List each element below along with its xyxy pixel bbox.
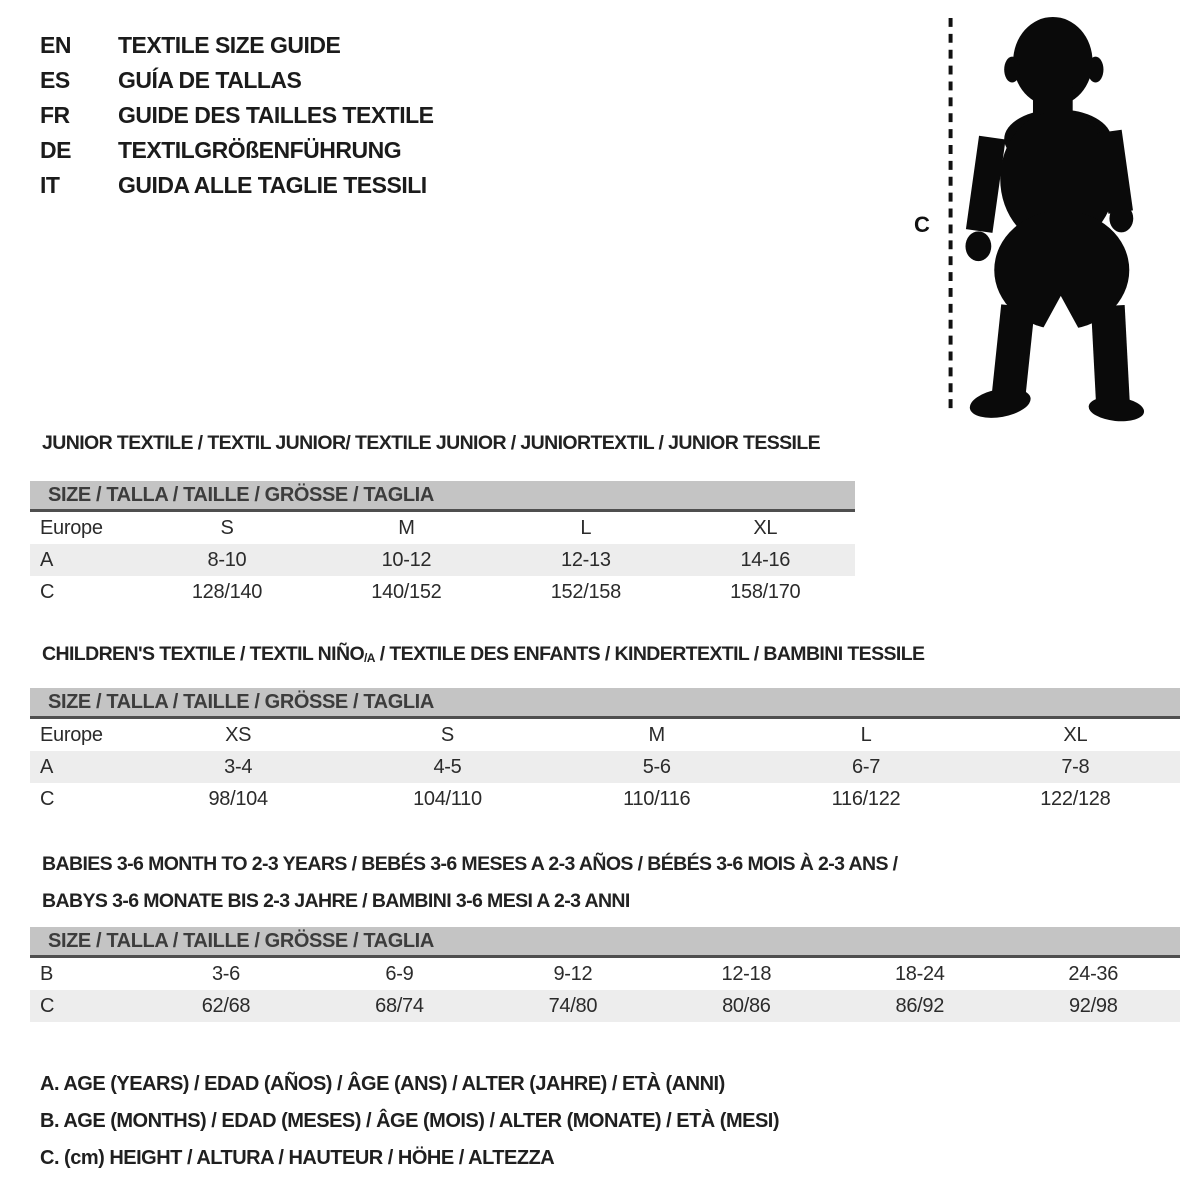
language-title-block (40, 28, 434, 203)
babies-height-row (30, 990, 1180, 1022)
months-cell: 18-24 (894, 963, 945, 985)
age-cell: 3-4 (224, 756, 253, 778)
legend-age-months: B. AGE (MONTHS) / EDAD (MESES) / ÂGE (MOIS) / ALTER (MONATE) / ETÀ (MESI) (40, 1110, 780, 1132)
junior-height-row (30, 576, 855, 608)
row-label: C (40, 995, 55, 1017)
guide-title-fr: GUIDE DES TAILLES TEXTILE (118, 102, 434, 128)
months-cell: 3-6 (211, 963, 240, 985)
lang-row-it (40, 168, 434, 203)
children-title-before: CHILDREN'S TEXTILE / TEXTIL NIÑO (42, 643, 365, 665)
height-cell: 122/128 (1040, 788, 1111, 810)
junior-age-row (30, 544, 855, 576)
height-cell: 86/92 (895, 995, 945, 1017)
height-cell: 74/80 (548, 995, 598, 1017)
row-label: A (40, 756, 54, 778)
height-cell: 104/110 (413, 788, 482, 810)
children-title-after: / TEXTILE DES ENFANTS / KINDERTEXTIL / BAMBINI TESSILE (374, 643, 925, 665)
height-cell: 128/140 (191, 581, 263, 603)
section-babies-textile (30, 846, 1180, 1022)
months-cell: 9-12 (553, 963, 593, 985)
children-size-row (30, 719, 1180, 751)
legend-age-years: A. AGE (YEARS) / EDAD (AÑOS) / ÂGE (ANS) / ALTER (JAHRE) / ETÀ (ANNI) (40, 1073, 725, 1095)
months-cell: 6-9 (385, 963, 414, 985)
height-cell: 110/116 (623, 788, 691, 810)
months-cell: 24-36 (1068, 963, 1119, 985)
children-height-row (30, 783, 1180, 815)
babies-section-title (42, 846, 1180, 920)
row-label: C (40, 788, 55, 810)
size-cell: L (580, 517, 592, 539)
lang-row-en (40, 28, 434, 63)
age-cell: 14-16 (740, 549, 791, 571)
lang-row-es (40, 63, 434, 98)
babies-title-line1: BABIES 3-6 MONTH TO 2-3 YEARS / BEBÉS 3-6 MESES A 2-3 AÑOS / BÉBÉS 3-6 MOIS À 2-3 ANS / (42, 853, 898, 875)
children-size-header-bar: SIZE / TALLA / TAILLE / GRÖSSE / TAGLIA (30, 688, 1180, 719)
lang-code-de: DE (40, 137, 71, 163)
months-cell: 12-18 (721, 963, 772, 985)
row-label: A (40, 549, 54, 571)
lang-code-fr: FR (40, 102, 70, 128)
age-cell: 8-10 (207, 549, 247, 571)
junior-size-header-bar: SIZE / TALLA / TAILLE / GRÖSSE / TAGLIA (30, 481, 855, 512)
height-cell: 152/158 (550, 581, 621, 603)
guide-title-it: GUIDA ALLE TAGLIE TESSILI (118, 172, 427, 198)
children-age-row (30, 751, 1180, 783)
toddler-figure (900, 10, 1160, 422)
size-cell: S (440, 724, 454, 746)
size-cell: XL (753, 517, 778, 539)
size-cell: M (648, 724, 665, 746)
children-section-title (42, 643, 1180, 665)
height-cell: 80/86 (722, 995, 771, 1017)
row-label: Europe (40, 517, 103, 539)
junior-size-row (30, 512, 855, 544)
size-cell: L (860, 724, 872, 746)
size-cell: XS (225, 724, 252, 746)
row-label: Europe (40, 724, 103, 746)
height-cell: 92/98 (1068, 995, 1118, 1017)
guide-title-de: TEXTILGRÖßENFÜHRUNG (118, 137, 402, 163)
babies-title-line2: BABYS 3-6 MONATE BIS 2-3 JAHRE / BAMBINI 3-6 MESI A 2-3 ANNI (42, 890, 630, 912)
section-children-textile (30, 643, 1180, 815)
height-cell: 158/170 (730, 581, 801, 603)
height-cell: 62/68 (201, 995, 251, 1017)
age-cell: 12-13 (561, 549, 611, 571)
section-junior-textile (30, 432, 855, 608)
lang-row-fr (40, 98, 434, 133)
height-cell: 98/104 (208, 788, 268, 810)
lang-code-en: EN (40, 32, 71, 58)
babies-months-row (30, 958, 1180, 990)
age-cell: 6-7 (852, 756, 881, 778)
size-cell: M (398, 517, 415, 539)
guide-title-en: TEXTILE SIZE GUIDE (118, 32, 341, 58)
junior-section-title: JUNIOR TEXTILE / TEXTIL JUNIOR/ TEXTILE JUNIOR / JUNIORTEXTIL / JUNIOR TESSILE (42, 432, 821, 454)
age-cell: 4-5 (433, 756, 462, 778)
lang-code-it: IT (40, 172, 60, 198)
row-label: B (40, 963, 54, 985)
legend-height-cm: C. (cm) HEIGHT / ALTURA / HAUTEUR / HÖHE / ALTEZZA (40, 1147, 555, 1169)
size-cell: XL (1063, 724, 1088, 746)
height-cell: 68/74 (375, 995, 424, 1017)
height-measure-label: C (914, 212, 930, 237)
height-cell: 116/122 (831, 788, 901, 810)
toddler-silhouette-icon (965, 17, 1145, 422)
guide-title-es: GUÍA DE TALLAS (118, 67, 302, 93)
age-cell: 7-8 (1061, 756, 1090, 778)
height-cell: 140/152 (371, 581, 442, 603)
lang-row-de (40, 133, 434, 168)
children-title-sub: /A (364, 651, 375, 665)
legend-block (40, 1066, 779, 1177)
lang-code-es: ES (40, 67, 70, 93)
size-cell: S (220, 517, 234, 539)
age-cell: 10-12 (381, 549, 432, 571)
babies-size-header-bar: SIZE / TALLA / TAILLE / GRÖSSE / TAGLIA (30, 927, 1180, 958)
row-label: C (40, 581, 55, 603)
age-cell: 5-6 (642, 756, 671, 778)
